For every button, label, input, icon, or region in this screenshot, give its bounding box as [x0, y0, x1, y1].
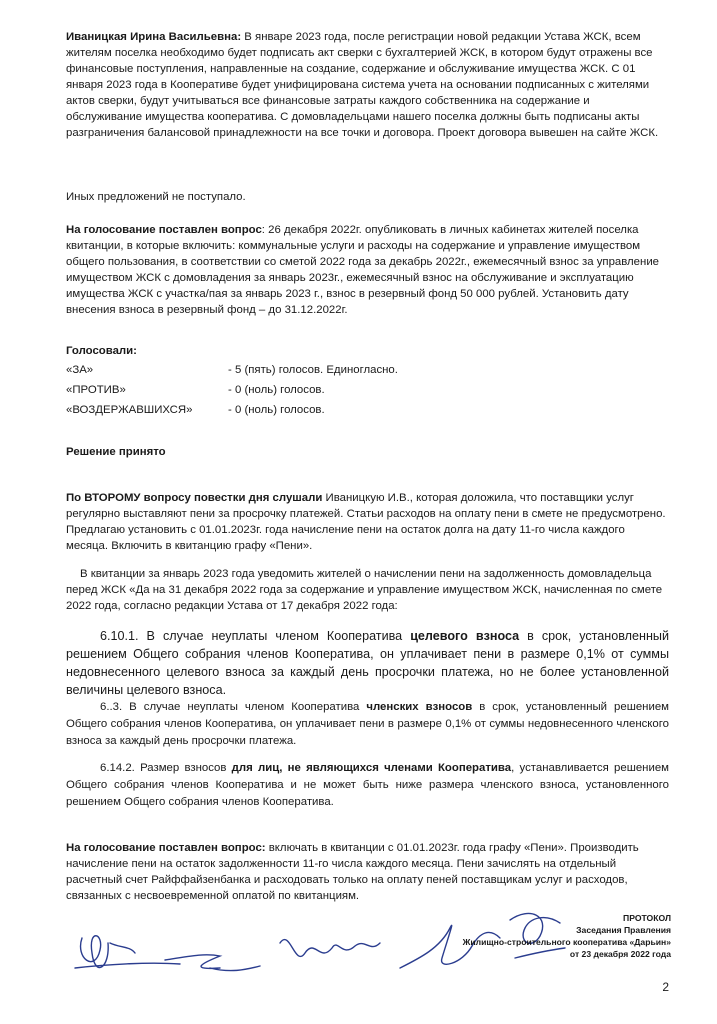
signature-1: [75, 936, 180, 968]
vote-row-against: [66, 384, 626, 400]
vote-question-1-label: На голосование поставлен вопрос: [66, 224, 262, 236]
clause-bold: целевого взноса: [410, 629, 520, 643]
second-question: [66, 490, 666, 554]
clause-bold: членских взносов: [366, 701, 473, 713]
vote-key: «ПРОТИВ»: [66, 384, 126, 396]
clause-6-14-2: [66, 760, 669, 811]
clause-text: в срок, установленный решением Общего собрания членов Кооператива, он уплачивает пени в размере 0,1% от суммы недовнесенного членского взноса за каждый день просрочки платежа.: [66, 701, 669, 747]
vote-question-2-text: включать в квитанции с 01.01.2023г. года графу «Пени». Производить начисление пени на остаток задолженности 11-го числа каждого месяца. Пени зачислять на отдельный расчетный счет Райффайзенбанка и расходовать только на оплату пеней поставщикам услуг и расходов, связанных с несвоевременной оплатой по квитанциям.: [66, 842, 639, 902]
vote-value: - 0 (ноль) голосов.: [228, 384, 325, 396]
notice-paragraph: В квитанции за январь 2023 года уведомить жителей о начислении пени на задолженность домовладельца перед ЖСК «Да на 31 декабря 2022 года за содержание и управление имуществом ЖСК, начисленная по смете 2022 года, согласно редакции Устава от 17 декабря 2022 года:: [66, 568, 663, 612]
clause-text: 6..3. В случае неуплаты членом Кооператива: [100, 701, 367, 713]
vote-question-2-label: На голосование поставлен вопрос:: [66, 842, 266, 854]
paragraph-speaker-report: [66, 29, 666, 141]
clause-bold: для лиц, не являющихся членами Кооператива: [231, 762, 512, 774]
vote-question-1: [66, 222, 666, 318]
second-question-text: Иваницкую И.В., которая доложила, что поставщики услуг регулярно выставляют пени за просрочку платежей. Статьи расходов на оплату пени в смете не предусмотрено. Предлагаю установить с 01.01.2023г. года начисление пени на остаток долга на дату 11-го числа каждого месяца. Включить в квитанцию графу «Пени».: [66, 492, 666, 552]
decision-line: Решение принято: [66, 446, 166, 458]
speaker-name: Иваницкая Ирина Васильевна:: [66, 31, 242, 43]
speaker-text: В январе 2023 года, после регистрации новой редакции Устава ЖСК, всем жителям поселка необходимо будет подписать акт сверки с бухгалтерией ЖСК, в котором будут отражены все финансовые поступления, направленные на создание, содержание и обслуживание имущества ЖСК. С 01 января 2023 года в Кооперативе будет унифицирована система учета на основании подписанных с жителями актов сверки, будут учитываться все финансовые затраты каждого собственника на содержание и обслуживание имущества кооператива. С домовладельцами нашего поселка должны быть подписаны акты разграничения балансовой принадлежности на все точки и договора. Проект договора вывешен на сайте ЖСК.: [66, 31, 659, 139]
clause-text: 6.14.2. Размер взносов: [100, 762, 232, 774]
no-proposals-line: Иных предложений не поступало.: [66, 191, 246, 203]
page-number: 2: [662, 980, 669, 994]
stamp-line-1: ПРОТОКОЛ: [623, 913, 671, 923]
signature-2: [165, 955, 260, 971]
voting-title: Голосовали:: [66, 345, 137, 357]
vote-question-1-text: : 26 декабря 2022г. опубликовать в личных кабинетах жителей поселка квитанции, в которые включить: коммунальные услуги и расходы на содержание и управление имуществом общего пользования, в соответствии со сметой 2022 года за декабрь 2022г., ежемесячный взнос за управление имуществом ЖСК с домовладения за январь 2023г., ежемесячный взнос на обслуживание и эксплуатацию имущества ЖСК с участка/пая за январь 2023 г., взнос в резервный фонд 50 000 рублей. Установить дату внесения взноса в резервный фонд – до 31.12.2022г.: [66, 224, 660, 316]
vote-question-2: [66, 840, 666, 904]
vote-value: - 0 (ноль) голосов.: [228, 404, 325, 416]
clause-6-10-1: [66, 627, 669, 699]
stamp-line-3: Жилищно-строительного кооператива «Дарьин»: [462, 937, 671, 947]
clause-6-3: [66, 699, 669, 750]
vote-row-abstain: [66, 404, 626, 420]
vote-row-for: [66, 364, 626, 380]
second-question-label: По ВТОРОМУ вопросу повестки дня слушали: [66, 492, 323, 504]
stamp-line-4: от 23 декабря 2022 года: [569, 949, 671, 959]
vote-key: «ВОЗДЕРЖАВШИХСЯ»: [66, 404, 193, 416]
signature-3: [280, 940, 380, 957]
stamp-line-2: Заседания Правления: [576, 925, 671, 935]
protocol-stamp: [441, 912, 671, 960]
vote-key: «ЗА»: [66, 364, 94, 376]
clause-text: 6.10.1. В случае неуплаты членом Кооператива: [100, 629, 411, 643]
clause-text: , устанавливается решением Общего собрания членов Кооператива и не может быть ниже размера членского взноса, установленного решением Общего собрания членов Кооператива.: [66, 762, 669, 808]
clause-text: в срок, установленный решением Общего собрания членов Кооператива, он уплачивает пени в размере 0,1% от суммы недовнесенного целевого взноса за каждый день просрочки платежа, но не более установленной величины целевого взноса.: [66, 629, 670, 697]
vote-value: - 5 (пять) голосов. Единогласно.: [228, 364, 398, 376]
